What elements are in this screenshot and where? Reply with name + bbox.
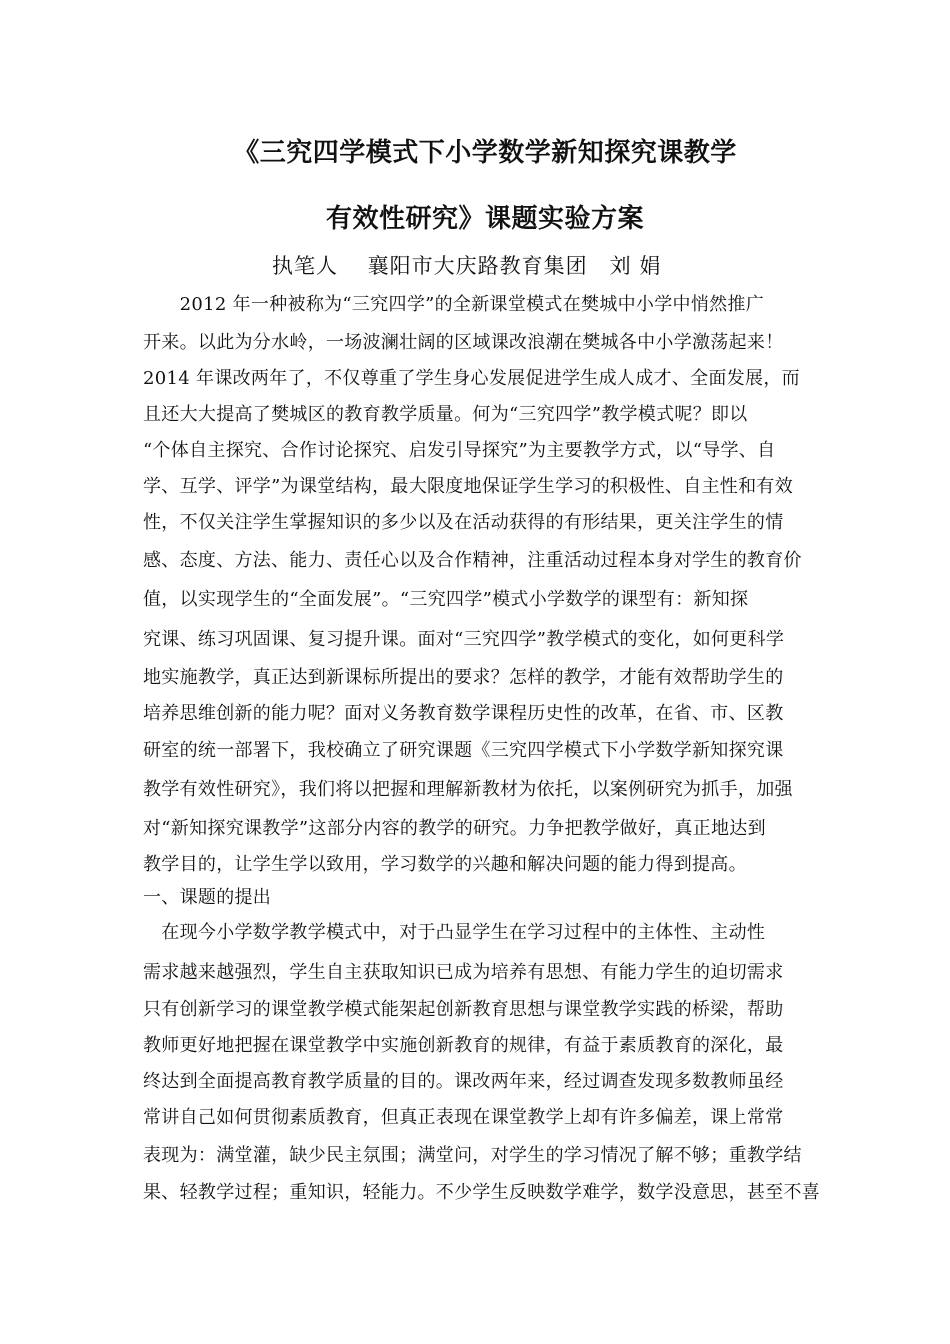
body-line: 研室的统一部署下，我校确立了研究课题《三究四学模式下小学数学新知探究课 (143, 740, 784, 761)
body-line: 需求越来越强烈，学生自主获取知识已成为培养有思想、有能力学生的迫切需求 (143, 962, 784, 983)
document-title-line-2: 有效性研究》课题实验方案 (325, 204, 644, 234)
body-line: 2014 年课改两年了，不仅尊重了学生身心发展促进学生成人成才、全面发展，而 (143, 368, 800, 389)
document-title-line-1: 《三究四学模式下小学数学新知探究课教学 (233, 138, 737, 168)
body-line: “个体自主探究、合作讨论探究、启发引导探究”为主要教学方式，以“导学、自 (143, 440, 776, 461)
body-line: 培养思维创新的能力呢？面对义务教育数学课程历史性的改革，在省、市、区教 (143, 703, 784, 724)
section-heading: 一、课题的提出 (143, 887, 272, 908)
body-line: 教学目的，让学生学以致用，学习数学的兴趣和解决问题的能力得到提高。 (143, 854, 747, 875)
body-line: 性，不仅关注学生掌握知识的多少以及在活动获得的有形结果，更关注学生的情 (143, 512, 784, 533)
body-line: 教师更好地把握在课堂教学中实施创新教育的规律，有益于素质教育的深化，最 (143, 1035, 784, 1056)
body-line: 教学有效性研究》，我们将以把握和理解新教材为依托，以案例研究为抓手，加强 (143, 779, 793, 800)
body-line: 感、态度、方法、能力、责任心以及合作精神，注重活动过程本身对学生的教育价 (143, 550, 802, 571)
body-line: 2012 年一种被称为“三究四学”的全新课堂模式在樊城中小学中悄然推广 (143, 294, 765, 315)
body-line: 对“新知探究课教学”这部分内容的教学的研究。力争把教学做好，真正地达到 (143, 818, 766, 839)
author-line: 执笔人 襄阳市大庆路教育集团 刘 娟 (272, 254, 662, 278)
body-line: 表现为：满堂灌，缺少民主氛围；满堂问，对学生的学习情况了解不够；重教学结 (143, 1145, 802, 1166)
body-line: 开来。以此为分水岭，一场波澜壮阔的区域课改浪潮在樊城各中小学激荡起来！ (143, 332, 784, 353)
body-line: 终达到全面提高教育教学质量的目的。课改两年来，经过调查发现多数教师虽经 (143, 1071, 784, 1092)
body-line: 果、轻教学过程；重知识，轻能力。不少学生反映数学难学，数学没意思，甚至不喜 (143, 1182, 821, 1203)
body-line: 地实施教学，真正达到新课标所提出的要求？怎样的教学，才能有效帮助学生的 (143, 667, 784, 688)
body-line: 常讲自己如何贯彻素质教育，但真正表现在课堂教学上却有许多偏差，课上常常 (143, 1107, 784, 1128)
body-line: 究课、练习巩固课、复习提升课。面对“三究四学”教学模式的变化，如何更科学 (143, 629, 785, 650)
body-line: 值，以实现学生的“全面发展”。“三究四学”模式小学数学的课型有：新知探 (143, 589, 749, 610)
body-line: 只有创新学习的课堂教学模式能架起创新教育思想与课堂教学实践的桥梁，帮助 (143, 999, 784, 1020)
body-line: 在现今小学数学教学模式中，对于凸显学生在学习过程中的主体性、主动性 (143, 922, 766, 943)
body-line: 且还大大提高了樊城区的教育教学质量。何为“三究四学”教学模式呢？即以 (143, 404, 748, 425)
body-line: 学、互学、评学”为课堂结构，最大限度地保证学生学习的积极性、自主性和有效 (143, 476, 793, 497)
